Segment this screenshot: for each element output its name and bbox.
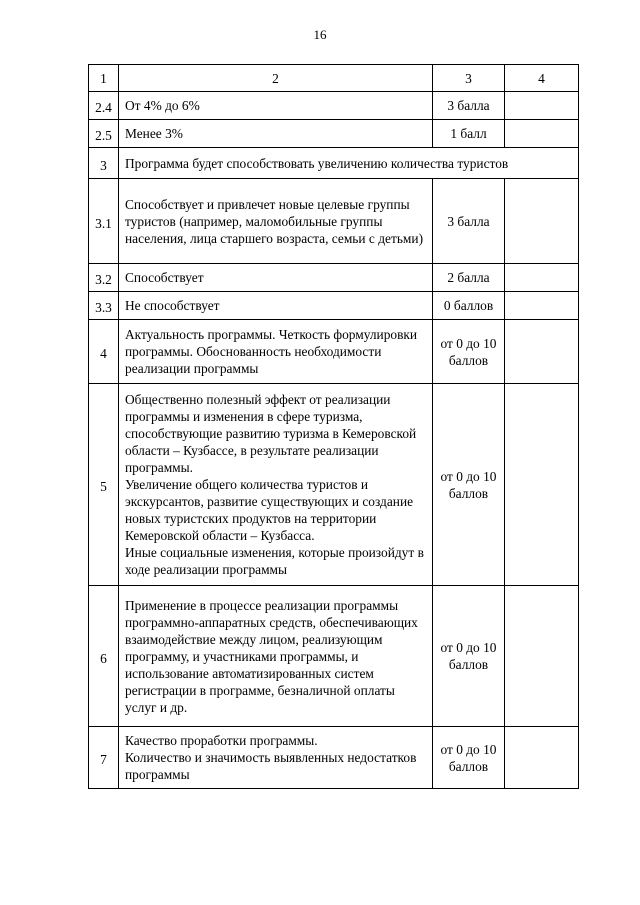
table-row xyxy=(89,292,579,320)
row-number: 3.3 xyxy=(89,292,119,320)
row-score: от 0 до 10 баллов xyxy=(433,384,505,586)
row-description: Менее 3% xyxy=(119,120,433,148)
header-cell: 2 xyxy=(119,65,433,92)
header-cell: 3 xyxy=(433,65,505,92)
table-row xyxy=(89,320,579,384)
row-description-part: Увеличение общего количества туристов и экскурсантов, развитие существующих и создание новых туристских продуктов на территории Кемеровской области – Кузбасса. xyxy=(125,477,414,543)
row-number: 2.4 xyxy=(89,92,119,120)
row-score: от 0 до 10 баллов xyxy=(433,320,505,384)
row-extra xyxy=(505,320,579,384)
row-description: Способствует xyxy=(119,264,433,292)
header-cell: 4 xyxy=(505,65,579,92)
page-number: 16 xyxy=(313,27,327,42)
row-extra xyxy=(505,586,579,727)
row-score: от 0 до 10 баллов xyxy=(433,727,505,789)
row-number: 7 xyxy=(89,727,119,789)
table-row xyxy=(89,586,579,727)
row-number: 2.5 xyxy=(89,120,119,148)
row-number: 4 xyxy=(89,320,119,384)
row-description-part: Общественно полезный эффект от реализации программы и изменения в сфере туризма, способствующие развитию туризма в Кемеровской области – Кузбассе, в результате реализации программы. xyxy=(125,392,417,475)
table-row xyxy=(89,264,579,292)
row-description xyxy=(119,727,433,789)
row-description-part: Иные социальные изменения, которые произойдут в ходе реализации программы xyxy=(125,545,424,577)
row-description xyxy=(119,384,433,586)
table-row xyxy=(89,148,579,179)
row-extra xyxy=(505,292,579,320)
row-description: Применение в процессе реализации программы программно-аппаратных средств, обеспечивающих взаимодействие между лицом, реализующим программу, и участниками программы, и использование автоматизированных систем регистрации в программе, безналичной оплаты услуг и др. xyxy=(119,586,433,727)
row-number: 3.2 xyxy=(89,264,119,292)
row-score: 1 балл xyxy=(433,120,505,148)
row-score: от 0 до 10 баллов xyxy=(433,586,505,727)
row-description-part: Качество проработки программы. xyxy=(125,733,318,748)
row-number: 5 xyxy=(89,384,119,586)
row-score: 0 баллов xyxy=(433,292,505,320)
row-description-part: Количество и значимость выявленных недостатков программы xyxy=(125,750,427,782)
row-description: Не способствует xyxy=(119,292,433,320)
header-cell: 1 xyxy=(89,65,119,92)
table-row xyxy=(89,92,579,120)
row-extra xyxy=(505,120,579,148)
row-description: Актуальность программы. Четкость формулировки программы. Обоснованность необходимости реализации программы xyxy=(119,320,433,384)
row-number: 6 xyxy=(89,586,119,727)
table-row xyxy=(89,120,579,148)
row-extra xyxy=(505,264,579,292)
criteria-table xyxy=(88,64,579,789)
row-description: Программа будет способствовать увеличению количества туристов xyxy=(119,148,579,179)
row-description: От 4% до 6% xyxy=(119,92,433,120)
row-extra xyxy=(505,92,579,120)
table-row xyxy=(89,384,579,586)
row-extra xyxy=(505,384,579,586)
row-number: 3 xyxy=(89,148,119,179)
table-row xyxy=(89,179,579,264)
row-score: 3 балла xyxy=(433,179,505,264)
row-extra xyxy=(505,179,579,264)
row-score: 2 балла xyxy=(433,264,505,292)
table-header-row xyxy=(89,65,579,92)
row-number: 3.1 xyxy=(89,179,119,264)
row-extra xyxy=(505,727,579,789)
row-description: Способствует и привлечет новые целевые группы туристов (например, маломобильные группы населения, лица старшего возраста, семьи с детьми) xyxy=(119,179,433,264)
row-score: 3 балла xyxy=(433,92,505,120)
table-row xyxy=(89,727,579,789)
